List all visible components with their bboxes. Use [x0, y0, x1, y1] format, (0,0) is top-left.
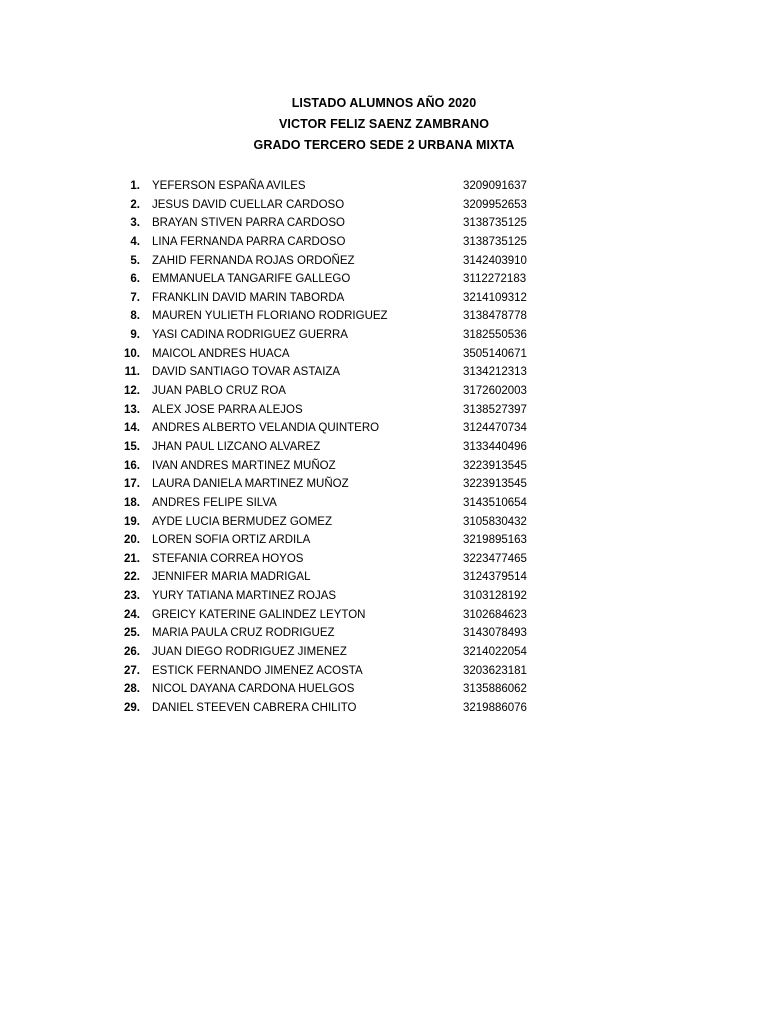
student-name: NICOL DAYANA CARDONA HUELGOS [152, 683, 355, 696]
student-number: 11. [124, 366, 140, 379]
student-row [0, 419, 768, 438]
student-phone: 3209091637 [463, 180, 527, 192]
student-phone: 3182550536 [463, 329, 527, 342]
student-number: 20. [124, 534, 140, 547]
student-number: 18. [124, 496, 140, 509]
student-name: DANIEL STEEVEN CABRERA CHILITO [152, 701, 357, 714]
teacher-name: VICTOR FELIZ SAENZ ZAMBRANO [278, 117, 490, 131]
student-name: LINA FERNANDA PARRA CARDOSO [152, 235, 346, 248]
student-name: YASI CADINA RODRIGUEZ GUERRA [152, 329, 348, 342]
student-phone: 3219895163 [463, 534, 527, 547]
student-phone: 3203623181 [463, 664, 527, 677]
student-row [0, 606, 768, 625]
student-phone: 3138527397 [463, 403, 527, 416]
student-phone: 3223477465 [463, 552, 527, 565]
student-name: DAVID SANTIAGO TOVAR ASTAIZA [152, 366, 341, 379]
student-row [0, 289, 768, 308]
student-row [0, 550, 768, 569]
student-row [0, 494, 768, 513]
student-row [0, 233, 768, 252]
student-number: 23. [124, 590, 140, 603]
student-phone: 3214022054 [463, 646, 527, 659]
student-phone: 3172602003 [463, 385, 527, 398]
student-phone: 3102684623 [463, 608, 527, 621]
student-name: YURY TATIANA MARTINEZ ROJAS [152, 590, 337, 603]
document-header [0, 93, 768, 156]
student-number: 29. [124, 701, 140, 714]
student-name: JESUS DAVID CUELLAR CARDOSO [152, 198, 345, 211]
student-phone: 3143510654 [463, 496, 527, 509]
student-row [0, 699, 768, 718]
student-number: 19. [124, 515, 140, 528]
student-row [0, 401, 768, 420]
grade-and-campus: GRADO TERCERO SEDE 2 URBANA MIXTA [253, 138, 515, 152]
student-name: MARIA PAULA CRUZ RODRIGUEZ [152, 627, 335, 640]
student-number: 22. [124, 571, 140, 584]
student-row [0, 345, 768, 364]
document-title: LISTADO ALUMNOS AÑO 2020 [291, 96, 477, 110]
student-name: JUAN DIEGO RODRIGUEZ JIMENEZ [152, 646, 347, 659]
student-number: 3. [130, 217, 140, 230]
student-phone: 3223913545 [463, 478, 527, 491]
student-phone: 3134212313 [463, 366, 527, 379]
student-name: JENNIFER MARIA MADRIGAL [152, 571, 311, 584]
student-number: 17. [124, 478, 140, 491]
student-row [0, 363, 768, 382]
student-number: 15. [124, 440, 140, 453]
student-row [0, 270, 768, 289]
student-number: 6. [130, 273, 140, 286]
student-phone: 3138478778 [463, 310, 527, 323]
student-number: 13. [124, 403, 140, 416]
student-list [0, 177, 768, 718]
student-row [0, 680, 768, 699]
student-name: ANDRES FELIPE SILVA [152, 496, 277, 509]
student-number: 21. [124, 552, 140, 565]
student-phone: 3505140671 [463, 347, 527, 360]
student-phone: 3219886076 [463, 701, 527, 714]
student-name: ZAHID FERNANDA ROJAS ORDOÑEZ [152, 254, 355, 267]
student-number: 8. [130, 310, 140, 323]
student-row [0, 643, 768, 662]
student-name: STEFANIA CORREA HOYOS [152, 552, 304, 565]
student-number: 27. [124, 664, 140, 677]
student-row [0, 196, 768, 215]
student-name: AYDE LUCIA BERMUDEZ GOMEZ [152, 515, 332, 528]
student-phone: 3133440496 [463, 440, 527, 453]
student-name: BRAYAN STIVEN PARRA CARDOSO [152, 217, 345, 230]
student-name: FRANKLIN DAVID MARIN TABORDA [152, 291, 345, 304]
student-number: 26. [124, 646, 140, 659]
student-row [0, 531, 768, 550]
student-phone: 3138735125 [463, 217, 527, 230]
student-row [0, 624, 768, 643]
student-name: ANDRES ALBERTO VELANDIA QUINTERO [152, 422, 380, 435]
student-phone: 3138735125 [463, 235, 527, 248]
student-number: 24. [124, 608, 140, 621]
student-name: ESTICK FERNANDO JIMENEZ ACOSTA [152, 664, 363, 677]
student-row [0, 382, 768, 401]
student-phone: 3209952653 [463, 198, 527, 211]
student-phone: 3223913545 [463, 459, 527, 472]
student-row [0, 177, 768, 196]
student-name: MAICOL ANDRES HUACA [152, 347, 290, 360]
student-name: EMMANUELA TANGARIFE GALLEGO [152, 273, 351, 286]
student-row [0, 568, 768, 587]
student-phone: 3112272183 [463, 273, 527, 286]
student-phone: 3124470734 [463, 422, 527, 435]
student-row [0, 326, 768, 345]
student-number: 4. [130, 235, 140, 248]
student-row [0, 662, 768, 681]
student-phone: 3135886062 [463, 683, 527, 696]
student-row [0, 214, 768, 233]
student-number: 2. [130, 198, 140, 211]
student-number: 14. [124, 422, 140, 435]
student-number: 1. [130, 180, 140, 192]
student-row [0, 513, 768, 532]
student-row [0, 307, 768, 326]
student-name: JUAN PABLO CRUZ ROA [152, 385, 286, 398]
student-name: ALEX JOSE PARRA ALEJOS [152, 403, 303, 416]
student-phone: 3103128192 [463, 590, 527, 603]
student-phone: 3143078493 [463, 627, 527, 640]
student-name: YEFERSON ESPAÑA AVILES [152, 180, 306, 192]
student-number: 12. [124, 385, 140, 398]
student-phone: 3142403910 [463, 254, 527, 267]
student-name: MAUREN YULIETH FLORIANO RODRIGUEZ [152, 310, 388, 323]
student-row [0, 475, 768, 494]
student-name: LAURA DANIELA MARTINEZ MUÑOZ [152, 478, 349, 491]
student-name: LOREN SOFIA ORTIZ ARDILA [152, 534, 311, 547]
student-number: 16. [124, 459, 140, 472]
student-row [0, 457, 768, 476]
student-row [0, 438, 768, 457]
student-row [0, 252, 768, 271]
student-row [0, 587, 768, 606]
student-phone: 3105830432 [463, 515, 527, 528]
student-phone: 3214109312 [463, 291, 527, 304]
student-name: GREICY KATERINE GALINDEZ LEYTON [152, 608, 366, 621]
student-number: 5. [130, 254, 140, 267]
student-phone: 3124379514 [463, 571, 527, 584]
student-name: IVAN ANDRES MARTINEZ MUÑOZ [152, 459, 336, 472]
student-number: 28. [124, 683, 140, 696]
student-name: JHAN PAUL LIZCANO ALVAREZ [152, 440, 321, 453]
student-number: 10. [124, 347, 140, 360]
student-number: 9. [130, 329, 140, 342]
student-number: 25. [124, 627, 140, 640]
student-number: 7. [130, 291, 140, 304]
